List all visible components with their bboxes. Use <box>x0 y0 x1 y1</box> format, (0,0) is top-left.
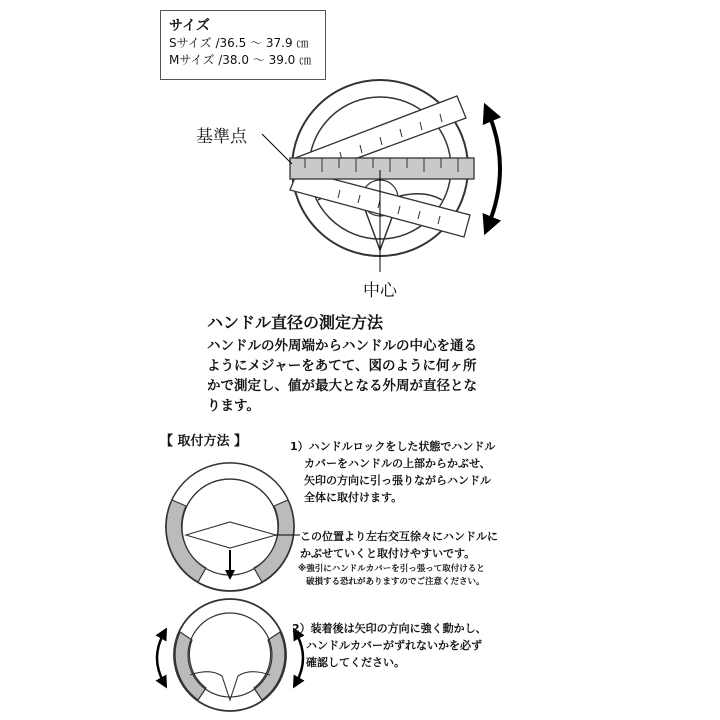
measure-description <box>207 336 507 416</box>
step2-line: 確認してください。 <box>306 656 405 669</box>
step1-line: 1）ハンドルロックをした状態でハンドル <box>290 440 496 453</box>
measure-line: ハンドルの外周端からハンドルの中心を通る <box>207 338 477 354</box>
install-step-2 <box>292 620 522 671</box>
rotation-arrow-icon <box>488 112 500 226</box>
note-line: ※強引にハンドルカバーを引っ張って取付けると <box>298 564 485 574</box>
measure-line: ります。 <box>207 398 260 414</box>
tape-horizontal <box>290 158 474 179</box>
reference-leader-line <box>262 134 292 164</box>
step1-line: 矢印の方向に引っ張りながらハンドル <box>304 474 491 487</box>
measure-heading: ハンドル直径の測定方法 <box>207 313 384 332</box>
size-title: サイズ <box>169 18 210 34</box>
step1-line: 全体に取付けます。 <box>304 491 403 504</box>
tip-line: この位置より左右交互徐々にハンドルに <box>300 530 498 543</box>
step2-line: ハンドルカバーがずれないかを必ず <box>306 639 482 652</box>
measure-line: ようにメジャーをあてて、図のように何ヶ所 <box>207 358 477 374</box>
size-m-line: Mサイズ /38.0 ～ 39.0 ㎝ <box>169 53 312 67</box>
install-note <box>298 563 538 589</box>
reference-point-label: 基準点 <box>196 127 247 147</box>
install-tip <box>300 528 530 562</box>
tip-line: かぶせていくと取付けやすいです。 <box>300 547 476 560</box>
step1-line: カバーをハンドルの上部からかぶせ、 <box>304 457 491 470</box>
center-label: 中心 <box>363 281 397 301</box>
install-heading: 【 取付方法 】 <box>160 434 248 449</box>
note-line: 破損する恐れがありますのでご注意ください。 <box>306 577 485 587</box>
install-step-1 <box>290 438 530 506</box>
step2-line: 2）装着後は矢印の方向に強く動かし、 <box>292 622 487 635</box>
size-s-line: Sサイズ /36.5 ～ 37.9 ㎝ <box>169 36 309 50</box>
measure-line: かで測定し、値が最大となる外周が直径とな <box>207 378 477 394</box>
